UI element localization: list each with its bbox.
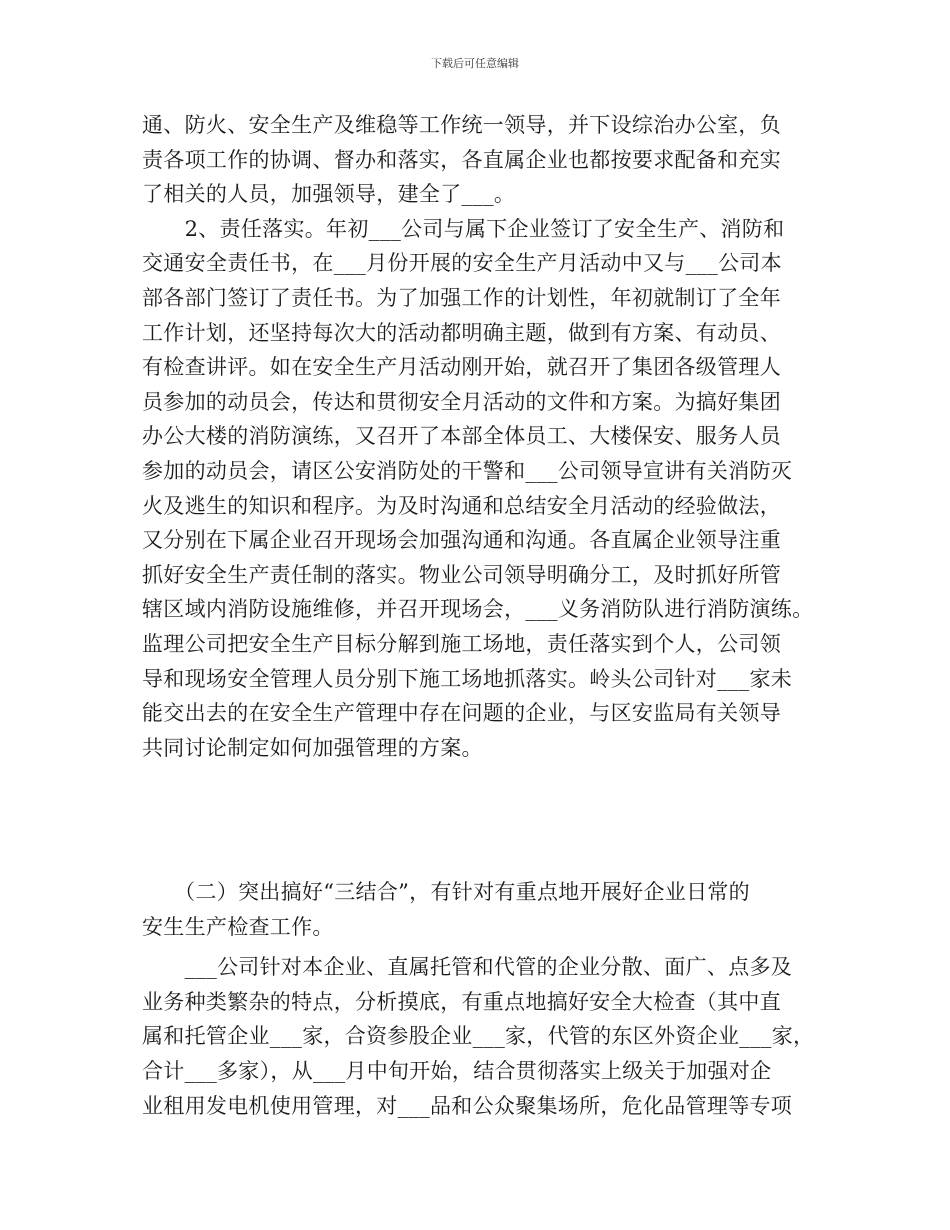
text-line: 通、防火、安全生产及维稳等工作统一领导，并下设综治办公室，负 [142,113,781,137]
text-line: 责各项工作的协调、督办和落实，各直属企业也都按要求配备和充实 [142,147,781,172]
text-line: 有检查讲评。如在安全生产月活动刚开始，就召开了集团各级管理人 [142,355,781,380]
text-line: 导和现场安全管理人员分别下施工场地抓落实。岭头公司针对___家未 [142,666,793,691]
text-line: 又分别在下属企业召开现场会加强沟通和沟通。各直属企业领导注重 [142,528,781,553]
text-line: 交通安全责任书，在___月份开展的安全生产月活动中又与___公司本 [142,251,782,276]
text-line: 火及逃生的知识和程序。为及时沟通和总结安全月活动的经验做法， [142,493,781,518]
text-line: （二）突出搞好“三结合”，有针对有重点地开展好企业日常的 [142,880,750,905]
paragraph [142,875,822,944]
text-line: 属和托管企业___家，合资参股企业___家，代管的东区外资企业___家， [142,1024,815,1049]
text-line: 监理公司把安全生产目标分解到施工场地，责任落实到个人，公司领 [142,631,781,656]
paragraph [142,950,822,1123]
text-line: 能交出去的在安全生产管理中存在问题的企业，与区安监局有关领导 [142,701,781,726]
text-line: 共同讨论制定如何加强管理的方案。 [142,735,483,760]
text-line: ___公司针对本企业、直属托管和代管的企业分散、面广、点多及 [142,955,793,980]
text-line: 业务种类繁杂的特点，分析摸底，有重点地搞好安全大检查（其中直 [142,989,781,1014]
page-header: 下载后可任意编辑 [431,57,519,70]
paragraph [142,108,822,212]
text-line: 办公大楼的消防演练，又召开了本部全体员工、大楼保安、服务人员 [142,424,781,449]
text-line [142,765,822,800]
text-line [142,834,822,869]
text-line: 辖区域内消防设施维修，并召开现场会，___义务消防队进行消防演练。 [142,597,814,622]
text-line: 2、责任落实。年初___公司与属下企业签订了安全生产、消防和 [142,216,785,241]
text-line: 安生生产检查工作。 [142,914,334,939]
text-line: 员参加的动员会，传达和贯彻安全月活动的文件和方案。为搞好集团 [142,389,781,414]
text-line: 了相关的人员，加强领导，建全了___。 [142,182,516,207]
text-line: 部各部门签订了责任书。为了加强工作的计划性，年初就制订了全年 [142,285,781,310]
text-line [142,800,822,835]
text-line: 合计___多家），从___月中旬开始，结合贯彻落实上级关于加强对企 [142,1059,772,1084]
text-line: 抓好安全生产责任制的落实。物业公司领导明确分工，及时抓好所管 [142,562,781,587]
text-line: 参加的动员会，请区公安消防处的干警和___公司领导宣讲有关消防灭 [142,458,793,483]
text-line: 业租用发电机使用管理，对___品和公众聚集场所，危化品管理等专项 [142,1093,793,1118]
document-body [142,108,822,1123]
text-line: 工作计划，还坚持每次大的活动都明确主题，做到有方案、有动员、 [142,320,781,345]
paragraph [142,212,822,869]
